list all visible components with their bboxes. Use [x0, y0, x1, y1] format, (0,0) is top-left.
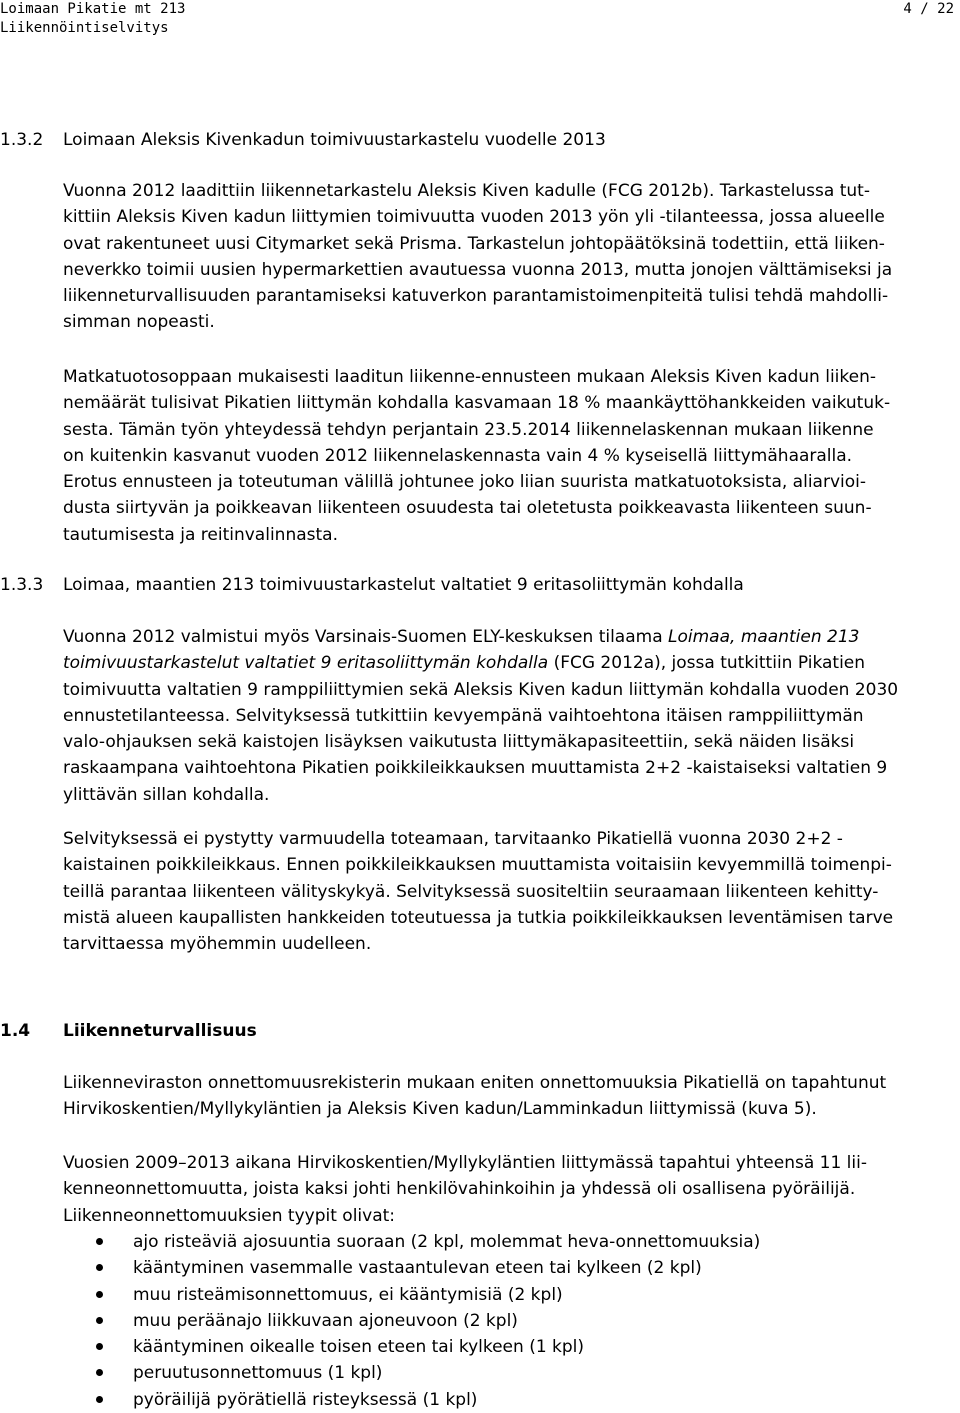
- list-item: [63, 1360, 760, 1386]
- text-line: Selvityksessä ei pystytty varmuudella toteamaan, tarvitaanko Pikatiellä vuonna 2030 2+2 -: [63, 829, 843, 849]
- section-title: Loimaan Aleksis Kivenkadun toimivuustarkastelu vuodelle 2013: [63, 130, 606, 150]
- text-line: tarvittaessa myöhemmin uudelleen.: [63, 934, 372, 955]
- text-line: Erotus ennusteen ja toteutuman välillä johtunee joko liian suurista matkatuotoksista, aliarvioi-: [63, 472, 866, 493]
- text-line: nemäärät tulisivat Pikatien liittymän kohdalla kasvamaan 18 % maankäyttöhankkeiden vaikutuk-: [63, 393, 891, 414]
- bullet-icon: [96, 1396, 103, 1403]
- list-item: [63, 1387, 760, 1413]
- text-run: Vuonna 2012 valmistui myös Varsinais-Suomen ELY-keskuksen tilaama: [63, 627, 669, 647]
- bullet-icon: [96, 1343, 103, 1350]
- document-subtitle: Liikennöintiselvitys: [0, 20, 169, 36]
- text-line: ovat rakentuneet uusi Citymarket sekä Prisma. Tarkastelun johtopäätöksinä todettiin, että liiken-: [63, 233, 885, 254]
- text-line: teillä parantaa liikenteen välityskykyä. Selvityksessä suositeltiin seuraamaan liikenteen kehitty-: [63, 881, 879, 902]
- text-line: kittiin Aleksis Kiven kadun liittymien toimivuutta vuoden 2013 yön yli -tilanteessa, jossa alueelle: [63, 207, 885, 228]
- list-item: [63, 1282, 760, 1308]
- text-line: dusta siirtyvän ja poikkeavan liikenteen osuudesta tai oletetusta poikkeavasta liikenteen suun-: [63, 498, 872, 519]
- page-number: 4 / 22: [903, 1, 954, 17]
- list-item-text: ajo risteäviä ajosuuntia suoraan (2 kpl, molemmat heva-onnettomuuksia): [133, 1232, 761, 1252]
- section-number: 1.3.3: [0, 575, 44, 595]
- text-line: sesta. Tämän työn yhteydessä tehdyn perjantain 23.5.2014 liikennelaskennan mukaan liikenne: [63, 419, 874, 440]
- list-item-text: kääntyminen vasemmalle vastaantulevan eteen tai kylkeen (2 kpl): [133, 1258, 702, 1279]
- paragraph: [63, 826, 957, 957]
- list-item: [63, 1308, 760, 1334]
- text-line: raskaampana vaihtoehtona Pikatien poikkileikkauksen muuttamista 2+2 -kaistaiseksi valtatien 9: [63, 758, 888, 779]
- document-title: Loimaan Pikatie mt 213: [0, 1, 186, 17]
- bullet-icon: [96, 1317, 103, 1324]
- report-title-italic: Loimaa, maantien 213: [668, 627, 860, 647]
- running-header: [0, 0, 185, 38]
- text-line: simman nopeasti.: [63, 312, 215, 333]
- list-item-text: pyöräilijä pyörätiellä risteyksessä (1 kpl): [133, 1389, 478, 1410]
- bullet-icon: [96, 1238, 103, 1245]
- paragraph: [63, 1150, 957, 1229]
- text-line: mistä alueen kaupallisten hankkeiden toteutuessa ja tutkia poikkileikkauksen leventämisen tarve: [63, 907, 894, 928]
- bullet-icon: [96, 1291, 103, 1298]
- list-item: [63, 1334, 760, 1360]
- list-item: [63, 1255, 760, 1281]
- list-item-text: muu risteämisonnettomuus, ei kääntymisiä (2 kpl): [133, 1284, 563, 1305]
- list-item-text: peruutusonnettomuus (1 kpl): [133, 1363, 383, 1384]
- text-line: neverkko toimii uusien hypermarkettien avautuessa vuonna 2013, mutta jonojen välttämiseksi ja: [63, 259, 893, 280]
- text-run: (FCG 2012a), jossa tutkittiin Pikatien: [548, 653, 866, 674]
- paragraph: [63, 178, 957, 336]
- text-line: Vuonna 2012 laadittiin liikennetarkastelu Aleksis Kiven kadulle (FCG 2012b). Tarkastelussa tut-: [63, 181, 870, 201]
- section-title: Loimaa, maantien 213 toimivuustarkastelut valtatiet 9 eritasoliittymän kohdalla: [63, 575, 744, 595]
- text-line: Vuosien 2009–2013 aikana Hirvikoskentien/Myllykyläntien liittymässä tapahtui yhteensä 11 lii-: [63, 1153, 867, 1173]
- text-line: [63, 650, 957, 676]
- section-number: 1.3.2: [0, 130, 44, 150]
- text-line: tautumisesta ja reitinvalinnasta.: [63, 524, 338, 545]
- text-line: on kuitenkin kasvanut vuoden 2012 liikennelaskennasta vain 4 % kyseisellä liittymähaaralla.: [63, 445, 853, 466]
- accident-type-list: [63, 1229, 760, 1413]
- section-title: Liikenneturvallisuus: [63, 1021, 257, 1041]
- report-title-italic: toimivuustarkastelut valtatiet 9 eritasoliittymän kohdalla: [63, 653, 549, 674]
- list-item-text: muu peräänajo liikkuvaan ajoneuvoon (2 kpl): [133, 1310, 518, 1331]
- list-item: [63, 1229, 760, 1255]
- text-line: Liikenneonnettomuuksien tyypit olivat:: [63, 1205, 396, 1226]
- text-line: valo-ohjauksen sekä kaistojen lisäyksen vaikutusta liittymäkapasiteettiin, sekä näiden lisäksi: [63, 732, 855, 753]
- list-item-text: kääntyminen oikealle toisen eteen tai kylkeen (1 kpl): [133, 1337, 585, 1358]
- paragraph: [63, 624, 957, 808]
- text-line: Matkatuotosoppaan mukaisesti laaditun liikenne-ennusteen mukaan Aleksis Kiven kadun liiken-: [63, 367, 877, 387]
- text-line: kenneonnettomuutta, joista kaksi johti henkilövahinkoihin ja yhdessä oli osallisena pyöräilijä.: [63, 1179, 856, 1200]
- text-line: toimivuutta valtatien 9 ramppiliittymien sekä Aleksis Kiven kadun liittymän kohdalla vuoden 2030: [63, 679, 899, 700]
- bullet-icon: [96, 1369, 103, 1376]
- paragraph: [63, 1070, 957, 1123]
- text-line: [63, 624, 957, 650]
- text-line: kaistainen poikkileikkaus. Ennen poikkileikkauksen muuttamista voitaisiin kevyemmillä toimenpi-: [63, 855, 892, 876]
- paragraph: [63, 364, 957, 548]
- text-line: Hirvikoskentien/Myllykyläntien ja Aleksis Kiven kadun/Lamminkadun liittymissä (kuva 5).: [63, 1099, 817, 1120]
- text-line: liikenneturvallisuuden parantamiseksi katuverkon parantamistoimenpiteitä tulisi tehdä mahdolli-: [63, 286, 889, 307]
- bullet-icon: [96, 1264, 103, 1271]
- text-line: ennustetilanteessa. Selvityksessä tutkittiin kevyempänä vaihtoehtona itäisen ramppiliittymän: [63, 705, 864, 726]
- text-line: Liikenneviraston onnettomuusrekisterin mukaan eniten onnettomuuksia Pikatiellä on tapahtunut: [63, 1073, 887, 1093]
- section-number: 1.4: [0, 1021, 31, 1041]
- text-line: ylittävän sillan kohdalla.: [63, 784, 270, 805]
